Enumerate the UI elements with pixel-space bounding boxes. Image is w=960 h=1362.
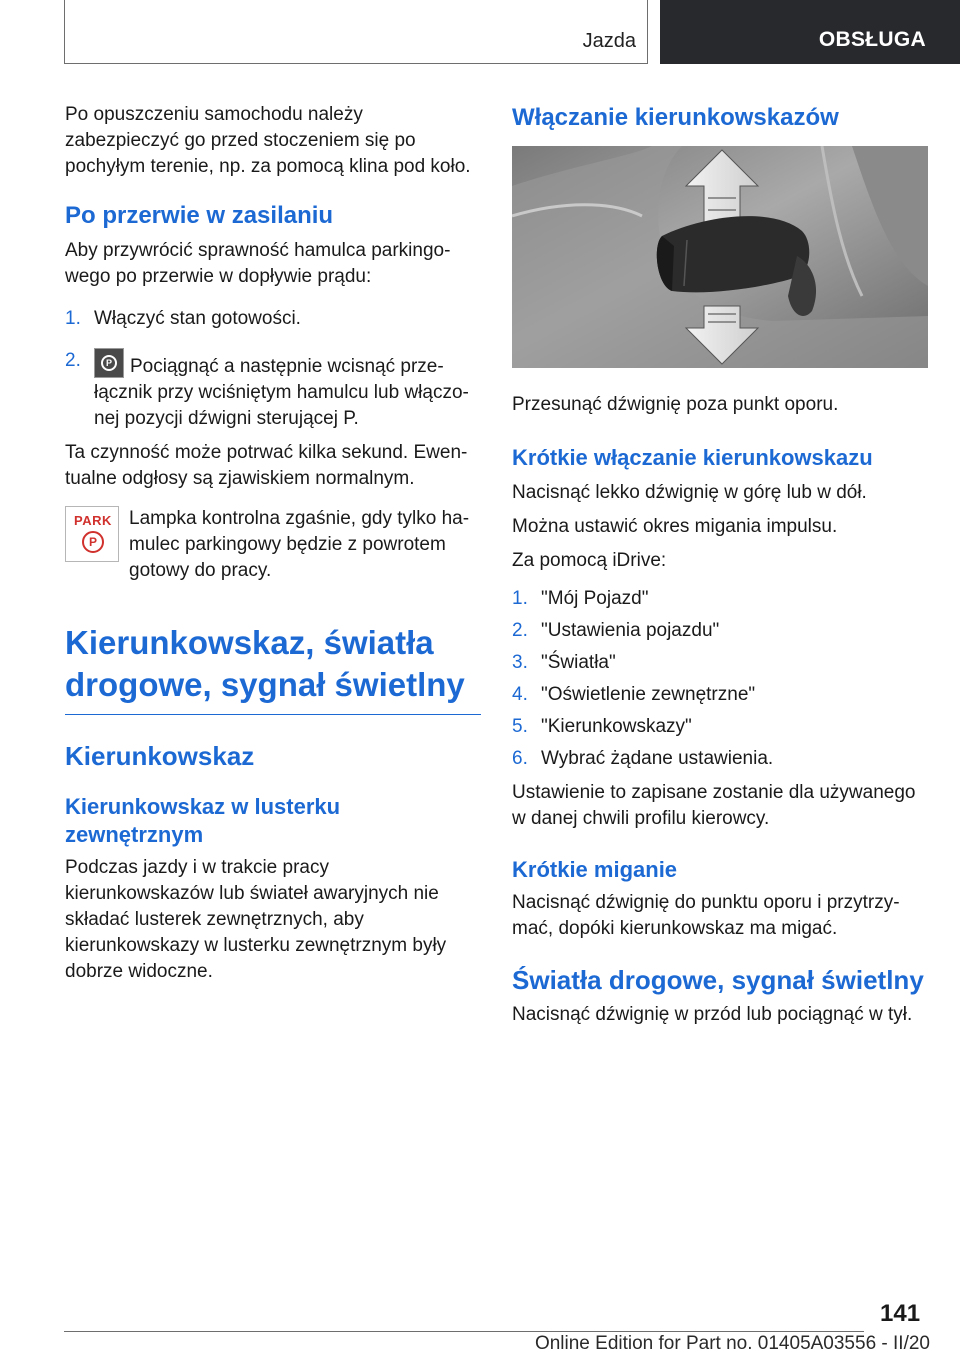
list-number: 4. xyxy=(512,684,528,705)
list-text: Włączyć stan gotowości. xyxy=(94,308,301,329)
header-chapter-tab xyxy=(660,0,960,64)
high-beam-paragraph: Nacisnąć dźwignię w przód lub pociągnąć w tył. xyxy=(512,1004,913,1025)
list-item xyxy=(512,714,930,740)
list-text: "Kierunkowskazy" xyxy=(541,716,692,737)
list-item xyxy=(512,618,930,644)
turn-on-heading: Włączanie kierunkowskazów xyxy=(512,104,839,131)
list-text: Wybrać żądane ustawienia. xyxy=(541,748,774,769)
high-beam-heading: Światła drogowe, sygnał świetlny xyxy=(512,965,924,995)
power-heading: Po przerwie w zasilaniu xyxy=(65,202,334,229)
list-number: 3. xyxy=(512,652,528,673)
mirror-heading: Kierunkowskaz w lusterku zewnętrznym xyxy=(65,794,341,847)
list-number: 1. xyxy=(65,308,81,329)
header-chapter-label: OBSŁUGA xyxy=(818,28,926,51)
parking-brake-p-symbol: P xyxy=(101,355,117,371)
short-signal-text-1: Nacisnąć lekko dźwignię w górę lub w dół. xyxy=(512,482,867,503)
lamp-note xyxy=(65,506,481,586)
footer-rule xyxy=(64,1331,864,1332)
short-signal-text-3: Za pomocą iDrive: xyxy=(512,550,667,571)
turn-signal-lever-illustration xyxy=(512,146,928,368)
list-number: 1. xyxy=(512,588,528,609)
flash-heading: Krótkie miganie xyxy=(512,857,678,882)
photo-caption: Przesunąć dźwignię poza punkt oporu. xyxy=(512,394,839,415)
turn-signal-heading: Kierunkowskaz xyxy=(65,741,255,771)
list-text: "Światła" xyxy=(541,652,616,673)
list-item xyxy=(65,306,481,332)
list-number: 2. xyxy=(512,620,528,641)
short-signal-heading: Krótkie włączanie kierunkowskazu xyxy=(512,445,873,470)
page-number: 141 xyxy=(880,1300,921,1327)
list-number: 2. xyxy=(65,350,81,371)
parking-brake-switch-icon xyxy=(94,348,124,378)
left-column xyxy=(65,100,481,985)
list-item xyxy=(512,746,930,772)
lamp-paragraph: Lampka kontrolna zgaśnie, gdy tylko hamulec parkingowy będzie z powrotem gotowy do pracy. xyxy=(129,508,470,581)
list-item xyxy=(512,650,930,676)
list-text: Pociągnąć a następnie wcisnąć przełącznik przy wciśniętym hamulcu lub włączonej pozycji dźwigni sterującej P. xyxy=(94,356,469,429)
park-warning-icon xyxy=(65,506,119,562)
list-item xyxy=(512,682,930,708)
right-column xyxy=(512,100,930,1028)
intro-paragraph: Po opuszczeniu samochodu należy zabezpieczyć go przed stoczeniem się po pochyłym terenie, np. za pomocą klina pod koło. xyxy=(65,104,471,177)
park-icon-label: PARK xyxy=(74,513,112,528)
chapter-title: Kierunkowskaz, światła drogowe, sygnał świetlny xyxy=(65,624,465,703)
list-number: 5. xyxy=(512,716,528,737)
list-text: "Mój Pojazd" xyxy=(541,588,649,609)
list-item xyxy=(512,586,930,612)
list-number: 6. xyxy=(512,748,528,769)
mirror-paragraph: Podczas jazdy i w trakcie pracy kierunkowskazów lub świateł awaryjnych nie składać lusterek zewnętrznych, aby kierunkowskazy w lusterku zewnętrznym były dobrze widoczne. xyxy=(65,857,447,982)
chapter-rule xyxy=(65,714,481,715)
list-item xyxy=(65,348,481,432)
flash-paragraph: Nacisnąć dźwignię do punktu oporu i przytrzymać, dopóki kierunkowskaz ma migać. xyxy=(512,892,900,939)
header-section-title: Jazda xyxy=(582,30,636,52)
power-paragraph: Aby przywrócić sprawność hamulca parkingowego po przerwie w dopływie prądu: xyxy=(65,240,451,287)
short-signal-text-2: Można ustawić okres migania impulsu. xyxy=(512,516,838,537)
list-text: "Ustawienia pojazdu" xyxy=(541,620,720,641)
saved-profile-paragraph: Ustawienie to zapisane zostanie dla używanego w danej chwili profilu kierowcy. xyxy=(512,782,916,829)
park-icon-symbol: P xyxy=(82,531,104,553)
duration-paragraph: Ta czynność może potrwać kilka sekund. Ewentualne odgłosy są zjawiskiem normalnym. xyxy=(65,442,468,489)
idrive-steps-list xyxy=(512,586,930,772)
list-text: "Oświetlenie zewnętrzne" xyxy=(541,684,756,705)
header-frame xyxy=(64,0,648,64)
footer-edition: Online Edition for Part no. 01405A03556 - II/20 xyxy=(534,1333,930,1354)
